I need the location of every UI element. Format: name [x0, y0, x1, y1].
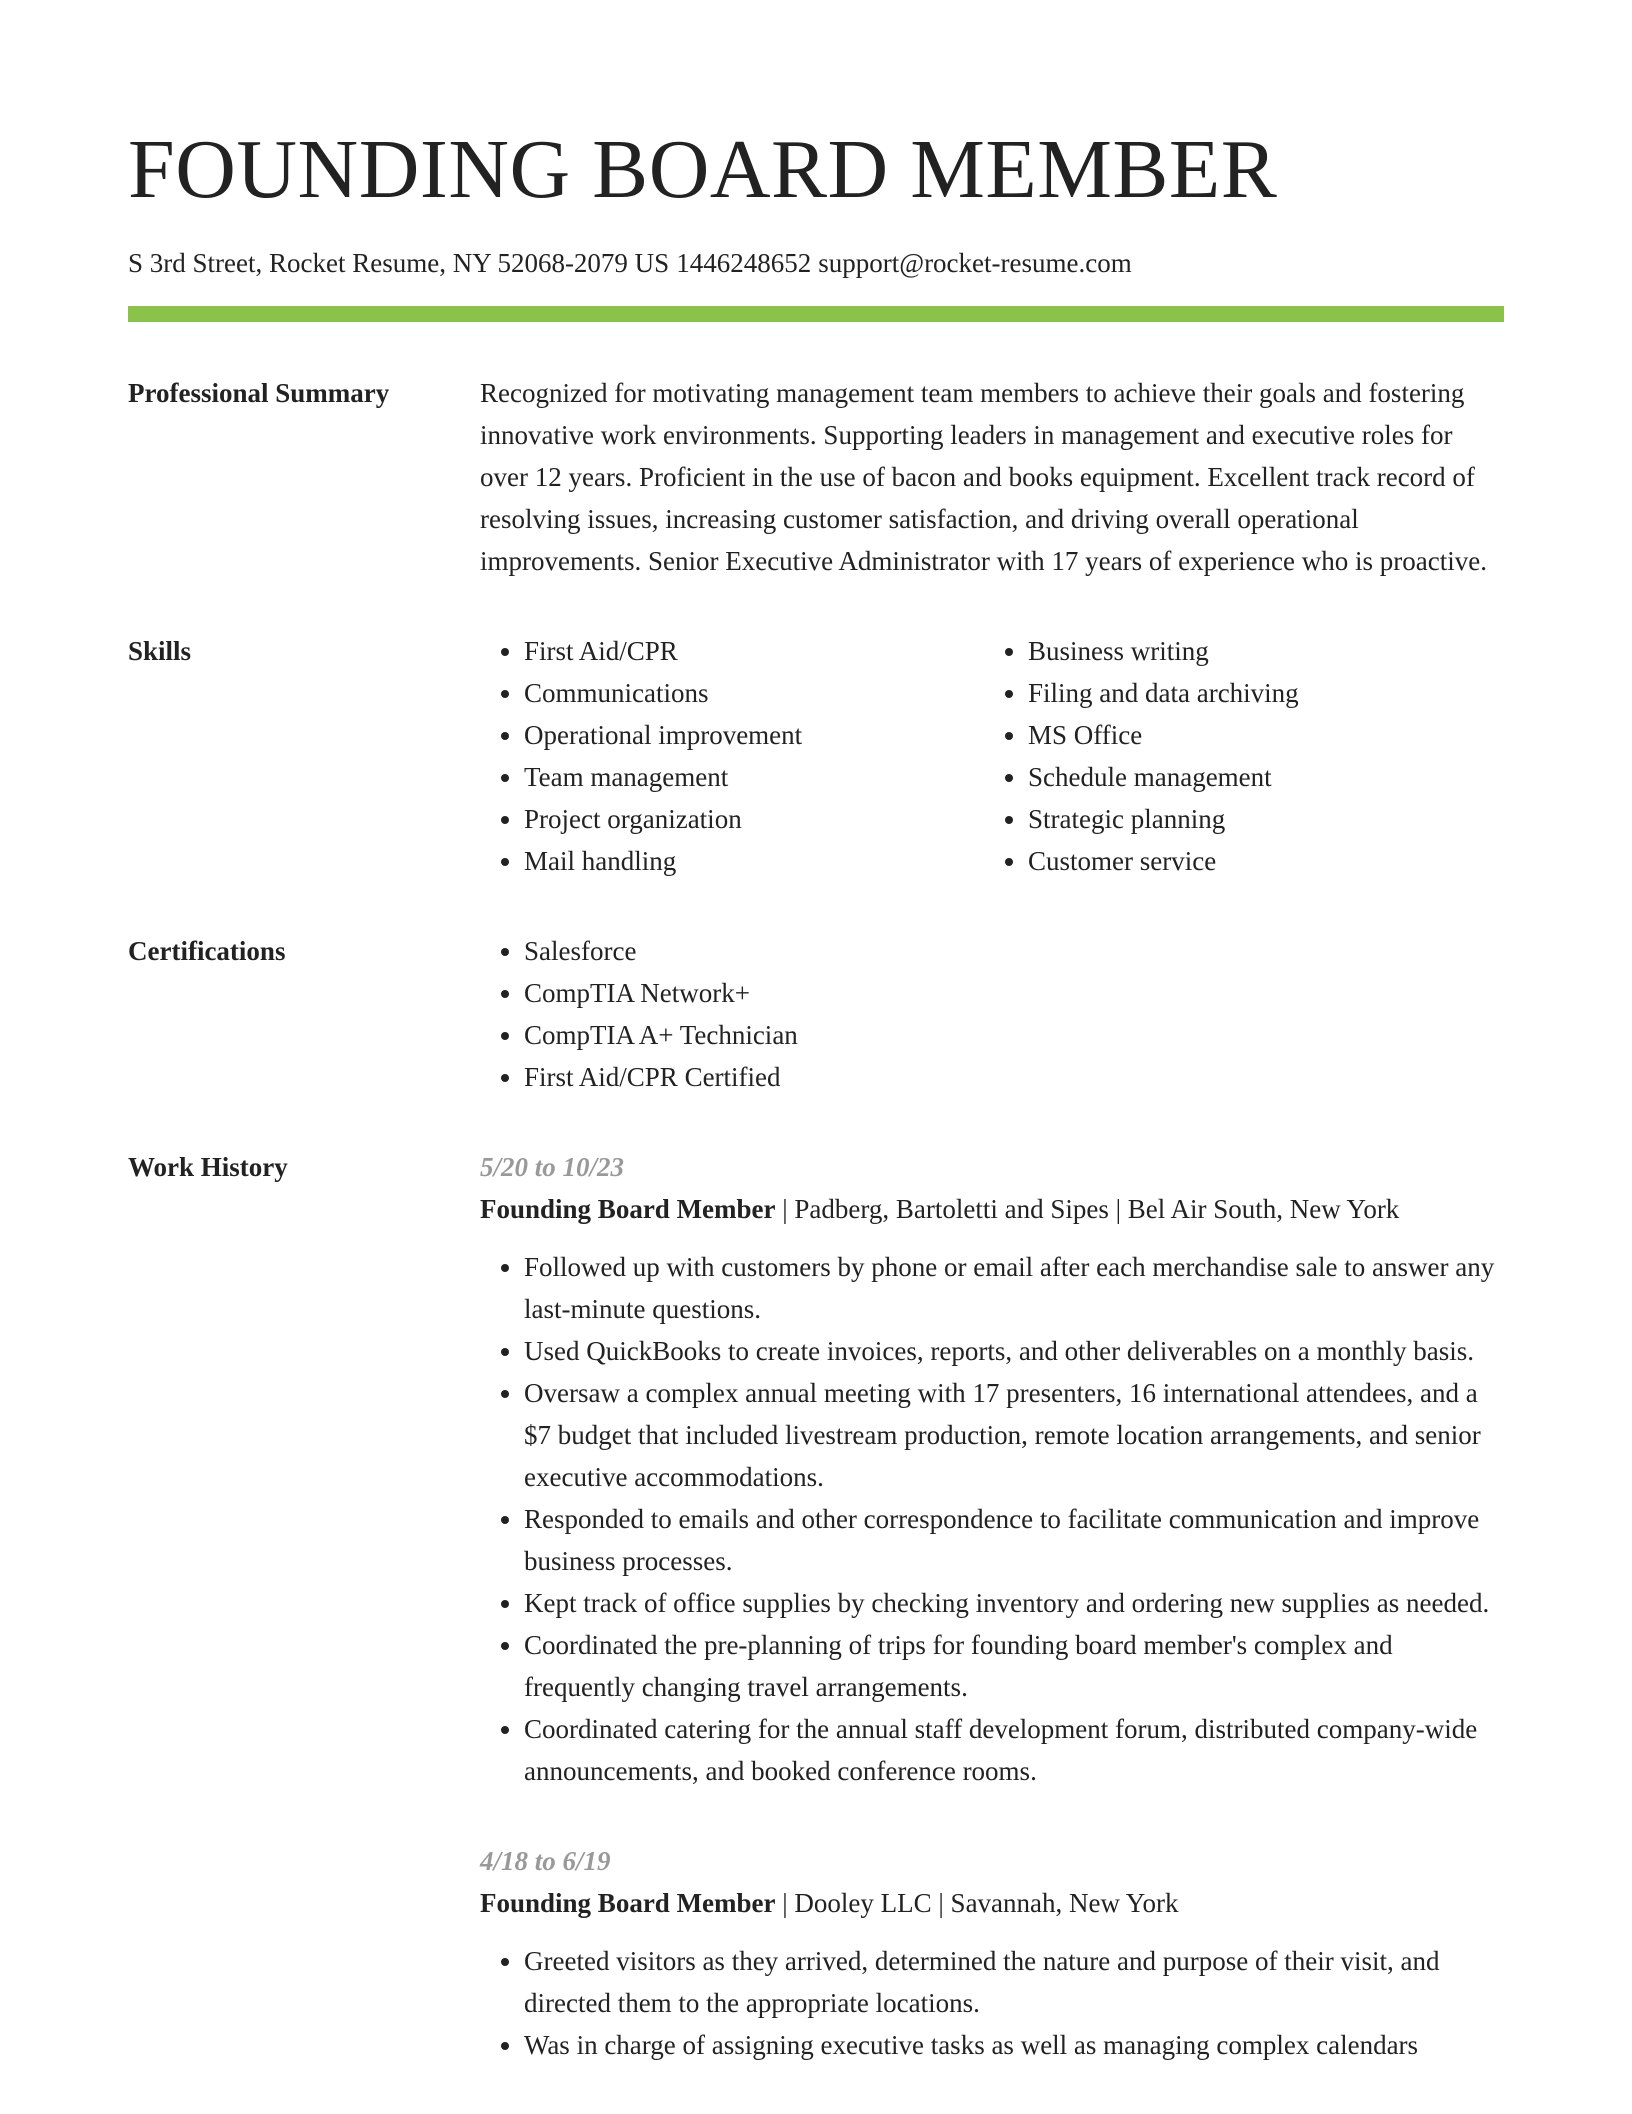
job-details: | Dooley LLC | Savannah, New York [775, 1888, 1179, 1918]
section-label-skills: Skills [128, 636, 192, 666]
skill-item: • Project organization [524, 798, 984, 840]
section-label-work-history: Work History [128, 1152, 288, 1182]
job-bullet: • Coordinated catering for the annual staff development forum, distributed company-wide announcements, and booked conference rooms. [524, 1708, 1504, 1792]
certifications-section [128, 930, 1504, 1098]
skill-item: • Team management [524, 756, 984, 798]
candidate-name: FOUNDING BOARD MEMBER [128, 123, 1278, 216]
job-bullet: • Responded to emails and other correspondence to facilitate communication and improve business processes. [524, 1498, 1504, 1582]
phone: 1446248652 [676, 248, 812, 278]
job-title-line [480, 1188, 1504, 1230]
job-bullet: • Kept track of office supplies by checking inventory and ordering new supplies as needed. [524, 1582, 1504, 1624]
skill-item: • Business writing [1028, 630, 1504, 672]
address: S 3rd Street, Rocket Resume, NY 52068-2079 US [128, 248, 670, 278]
certification-item: • First Aid/CPR Certified [524, 1056, 1504, 1098]
skills-content [480, 630, 1504, 882]
skill-item: • Communications [524, 672, 984, 714]
skill-item: • MS Office [1028, 714, 1504, 756]
job-dates: 4/18 to 6/19 [480, 1846, 611, 1876]
summary-text: Recognized for motivating management team members to achieve their goals and fostering innovative work environments. Supporting leaders in management and executive roles for over 12 years. Proficient in the use of bacon and books equipment. Excellent track record of resolving issues, increasing customer satisfaction, and driving overall operational improvements. Senior Executive Administrator with 17 years of experience who is proactive. [480, 378, 1487, 576]
job-title: Founding Board Member [480, 1888, 776, 1918]
job-bullet: • Was in charge of assigning executive tasks as well as managing complex calendars [524, 2024, 1504, 2066]
work-history-section [128, 1146, 1504, 2114]
job-entry [480, 1146, 1504, 1792]
certification-item: • CompTIA Network+ [524, 972, 1504, 1014]
skills-list-column-1 [480, 630, 984, 882]
certification-item: • Salesforce [524, 930, 1504, 972]
job-bullets [480, 1246, 1504, 1792]
skill-item: • Schedule management [1028, 756, 1504, 798]
skill-item: • Customer service [1028, 840, 1504, 882]
skills-list-column-2 [984, 630, 1504, 882]
section-label-summary: Professional Summary [128, 378, 390, 408]
skill-item: • Mail handling [524, 840, 984, 882]
section-label-certifications: Certifications [128, 936, 286, 966]
skills-section [128, 630, 1504, 882]
skill-item: • First Aid/CPR [524, 630, 984, 672]
certifications-content [480, 930, 1504, 1098]
job-entry [480, 1840, 1504, 2066]
job-bullet: • Greeted visitors as they arrived, determined the nature and purpose of their visit, and directed them to the appropriate locations. [524, 1940, 1504, 2024]
certification-item: • CompTIA A+ Technician [524, 1014, 1504, 1056]
skill-item: • Strategic planning [1028, 798, 1504, 840]
email: support@rocket-resume.com [818, 248, 1132, 278]
job-dates: 5/20 to 10/23 [480, 1152, 625, 1182]
job-bullets [480, 1940, 1504, 2066]
summary-section [128, 372, 1504, 582]
skill-item: • Filing and data archiving [1028, 672, 1504, 714]
job-bullet: • Used QuickBooks to create invoices, reports, and other deliverables on a monthly basis. [524, 1330, 1504, 1372]
certifications-list [480, 930, 1504, 1098]
job-title-line [480, 1882, 1504, 1924]
job-bullet: • Oversaw a complex annual meeting with 17 presenters, 16 international attendees, and a $7 budget that included livestream production, remote location arrangements, and senior executive accommodations. [524, 1372, 1504, 1498]
skill-item: • Operational improvement [524, 714, 984, 756]
accent-divider [128, 306, 1504, 322]
job-title: Founding Board Member [480, 1194, 776, 1224]
contact-line [128, 246, 1504, 280]
summary-content [480, 372, 1504, 582]
job-bullet: • Coordinated the pre-planning of trips for founding board member's complex and frequently changing travel arrangements. [524, 1624, 1504, 1708]
job-bullet: • Followed up with customers by phone or email after each merchandise sale to answer any last-minute questions. [524, 1246, 1504, 1330]
job-details: | Padberg, Bartoletti and Sipes | Bel Air South, New York [775, 1194, 1400, 1224]
work-history-content [480, 1146, 1504, 2114]
